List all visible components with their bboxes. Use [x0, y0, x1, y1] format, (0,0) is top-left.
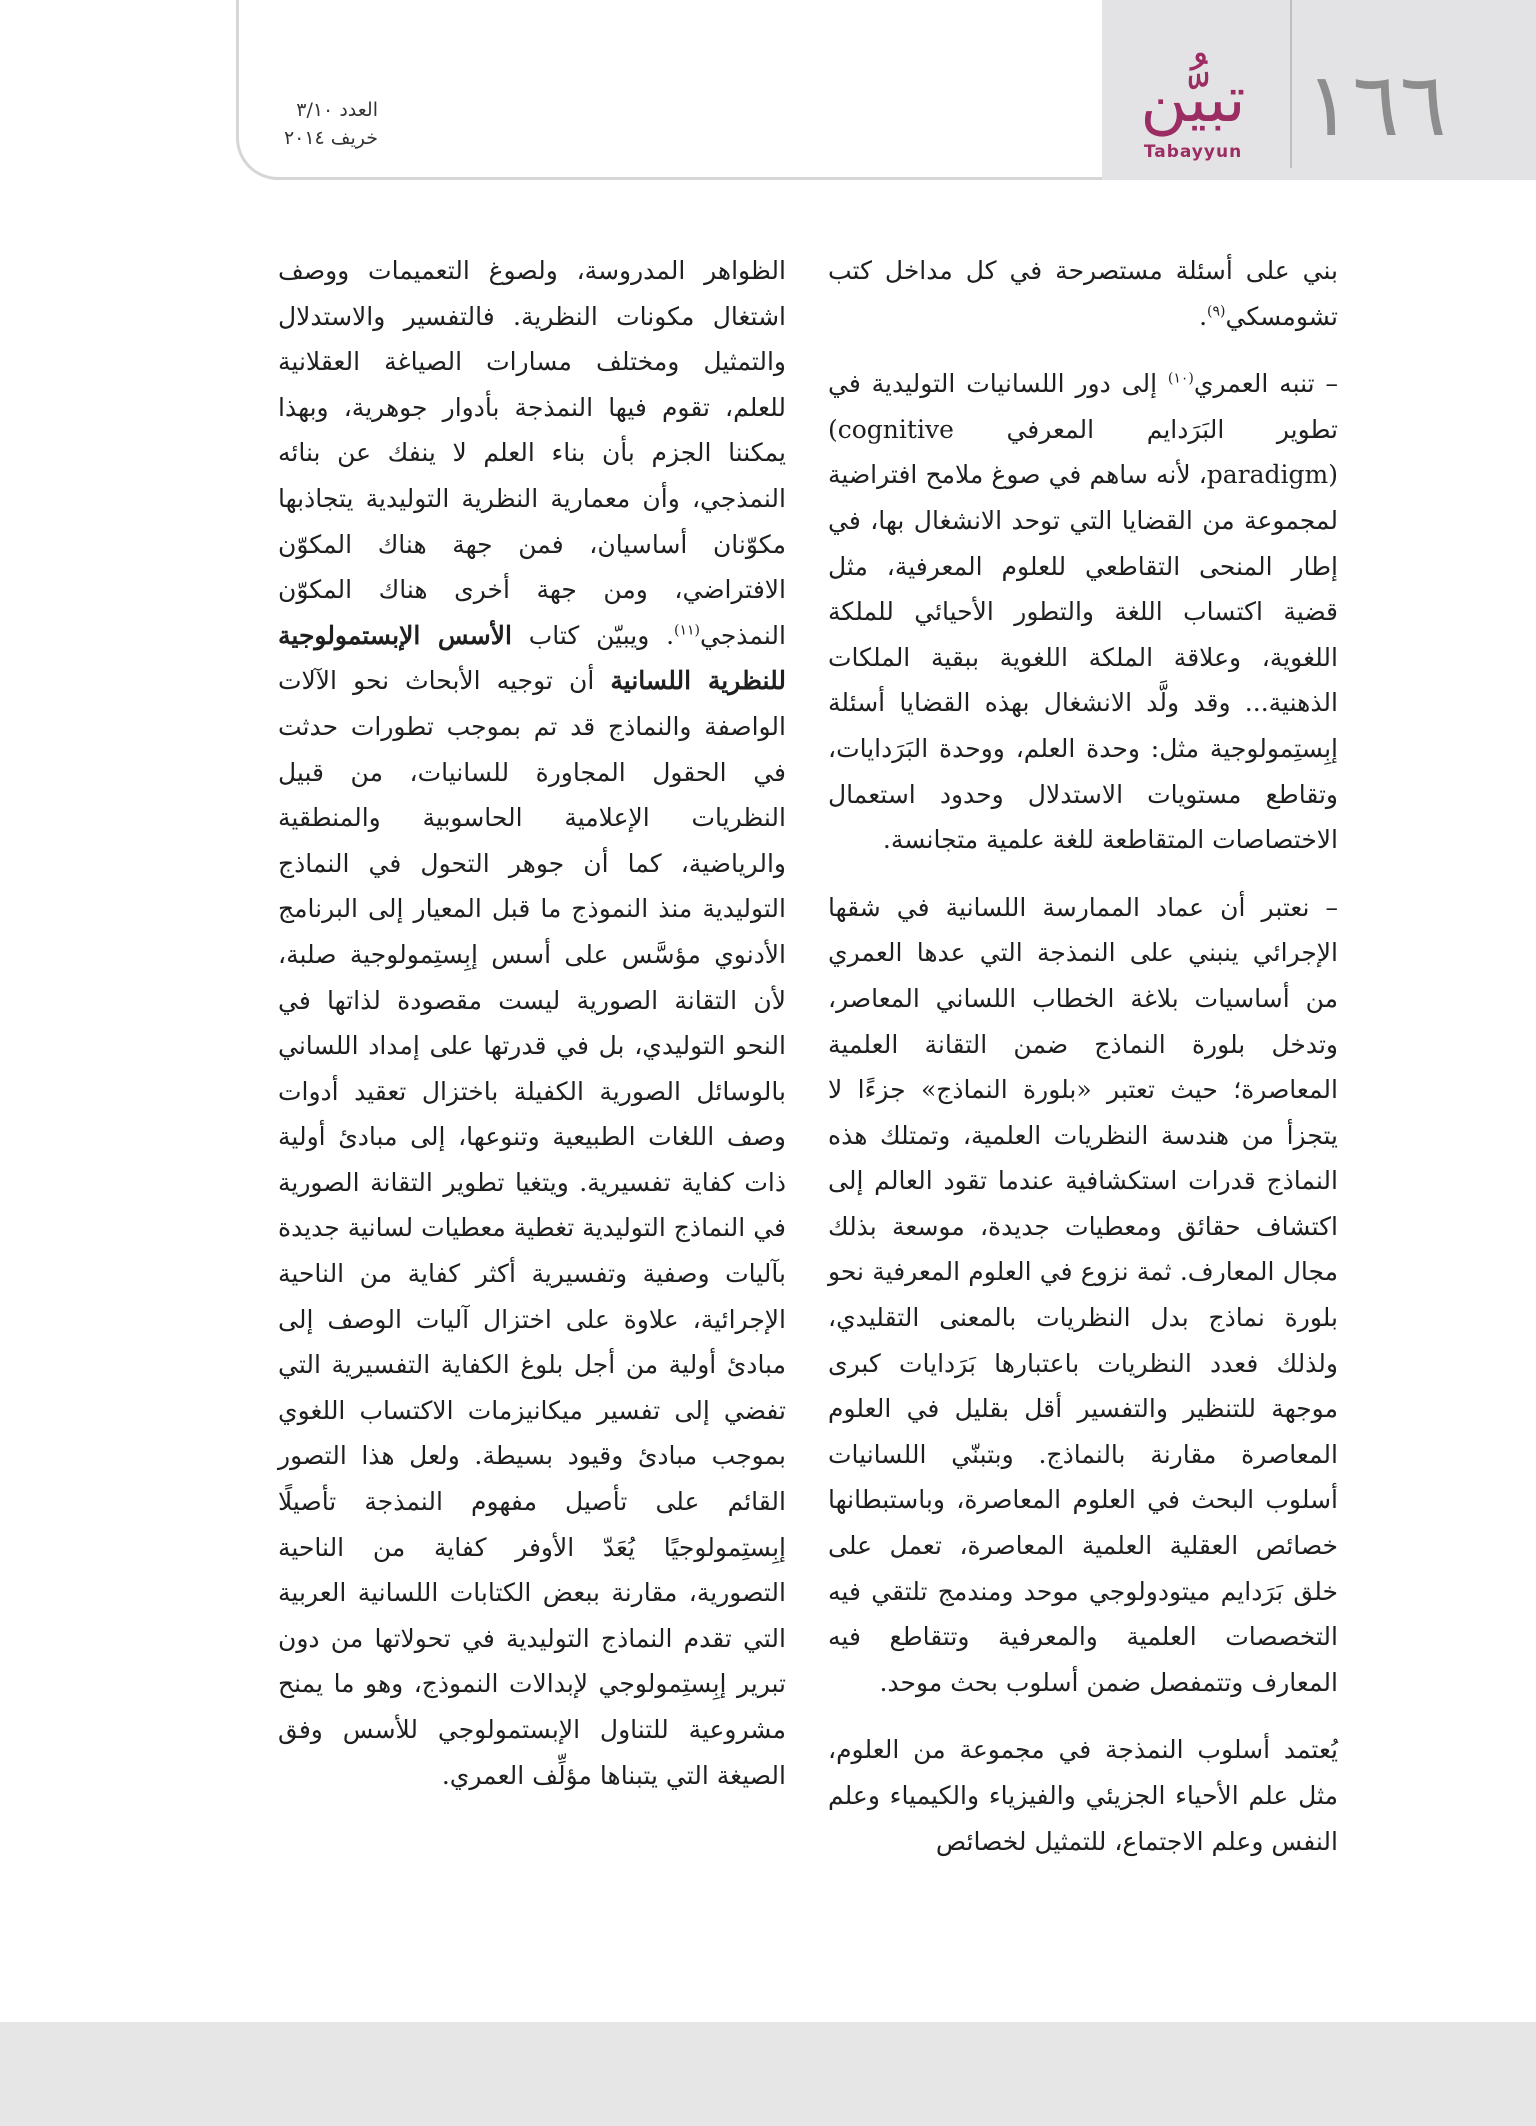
footnote-ref-10: (١٠) — [1167, 370, 1194, 387]
paragraph-5-text-a: الظواهر المدروسة، ولصوغ التعميمات ووصف اشتغال مكونات النظرية. فالتفسير والاستدلال والتمثيل ومختلف مسارات الصياغة العقلانية للعلم، تقوم فيها النمذجة بأدوار جوهرية، وبهذا يمكننا الجزم بأن بناء العلم لا ينفك عن بنائه النمذجي، وأن معمارية النظرية التوليدية يتجاذبها مكوّنان أساسيان، فمن جهة هناك المكوّن الافتراضي، ومن جهة أخرى هناك المكوّن النمذجي — [278, 256, 786, 650]
logo-latin: Tabayyun — [1143, 142, 1243, 162]
issue-number: العدد ٣/١٠ — [296, 99, 378, 121]
paragraph-2-start: – تنبه العمري — [1193, 369, 1338, 399]
paragraph-1-end: . — [1199, 301, 1208, 331]
paragraph-5-text-c: أن توجيه الأبحاث نحو الآلات الواصفة والنماذج قد تم بموجب تطورات حدثت في الحقول المجاورة للسانيات، من قبيل النظريات الإعلامية الحاسوبية والمنطقية والرياضية، كما أن جوهر التحول في النماذج التوليدية منذ النموذج ما قبل المعيار إلى البرنامج الأدنوي مؤسَّس على أسس إبِستِمولوجية صلبة، لأن التقانة الصورية ليست مقصودة لذاتها في النحو التوليدي، بل في قدرتها على إمداد اللساني بالوسائل الصورية الكفيلة باختزال تعقيد أدوات وصف اللغات الطبيعية وتنوعها، إلى مبادئ أولية ذات كفاية تفسيرية. ويتغيا تطوير التقانة الصورية في النماذج التوليدية تغطية معطيات لسانية جديدة بآليات وصفية وتفسيرية أكثر كفاية من الناحية الإجرائية، علاوة على اختزال آليات الوصف إلى مبادئ أولية من أجل بلوغ الكفاية التفسيرية التي تفضي إلى تفسير ميكانيزمات الاكتساب اللغوي بموجب مبادئ وقيود بسيطة. ولعل هذا التصور القائم على تأصيل مفهوم النمذجة تأصيلًا إبِستِمولوجيًا يُعَدّ الأوفر كفاية من الناحية التصورية، مقارنة ببعض الكتابات اللسانية العربية التي تقدم النماذج التوليدية في تحولاتها من دون تبرير إبِستِمولوجي لإبدالات النموذج، وهو ما يمنح مشروعية للتناول الإبستمولوجي للأسس وفق الصيغة التي يتبناها مؤلِّف العمري. — [278, 666, 786, 1790]
issue-info — [268, 96, 378, 152]
issue-season: خريف ٢٠١٤ — [283, 127, 378, 149]
book-title: الأسس الإبستمولوجية للنظرية اللسانية — [278, 620, 786, 696]
paragraph-5 — [278, 248, 786, 1798]
paragraph-2-end: ، لأنه ساهم في صوغ ملامح افتراضية لمجموعة من القضايا التي توحد الانشغال بها، في إطار المنحى التقاطعي للعلوم المعرفية، مثل قضية اكتساب اللغة والتطور الأحيائي للملكة اللغوية، وعلاقة الملكة اللغوية ببقية الملكات الذهنية... وقد ولَّد الانشغال بهذه القضايا أسئلة إبِستِمولوجية مثل: وحدة العلم، ووحدة البَرَدايات، وتقاطع مستويات الاستدلال وحدود استعمال الاختصاصات المتقاطعة للغة علمية متجانسة. — [828, 460, 1338, 855]
left-column — [278, 248, 786, 1798]
paragraph-1 — [828, 248, 1338, 339]
footer-band — [0, 2022, 1536, 2126]
paragraph-1-text: بني على أسئلة مستصرحة في كل مداخل كتب تشومسكي — [828, 256, 1338, 331]
footnote-ref-9: (٩) — [1207, 303, 1226, 320]
header-divider — [1290, 0, 1292, 168]
page-number: ١٦٦ — [1305, 53, 1447, 156]
paragraph-3: – نعتبر أن عماد الممارسة اللسانية في شقها الإجرائي ينبني على النمذجة التي عدها العمري من أساسيات بلاغة الخطاب اللساني المعاصر، وتدخل بلورة النماذج ضمن التقانة العلمية المعاصرة؛ حيث تعتبر «بلورة النماذج» جزءًا لا يتجزأ من هندسة النظريات العلمية، وتمتلك هذه النماذج قدرات استكشافية عندما تقود العالم إلى اكتشاف حقائق ومعطيات جديدة، موسعة بذلك مجال المعارف. ثمة نزوع في العلوم المعرفية نحو بلورة نماذج بدل النظريات بالمعنى التقليدي، ولذلك فعدد النظريات باعتبارها بَرَدايات كبرى موجهة للتنظير والتفسير أقل بقليل في العلوم المعاصرة مقارنة بالنماذج. وبتبنّي اللسانيات أسلوب البحث في العلوم المعاصرة، وباستبطانها خصائص العقلية العلمية المعاصرة، تعمل على خلق بَرَدايم ميتودولوجي موحد ومندمج تلتقي فيه التخصصات العلمية والمعرفية وتتقاطع فيه المعارف وتتمفصل ضمن أسلوب بحث موحد. — [828, 892, 1338, 1697]
paragraph-4: يُعتمد أسلوب النمذجة في مجموعة من العلوم، مثل علم الأحياء الجزيئي والفيزياء والكيمياء وعلم النفس وعلم الاجتماع، للتمثيل لخصائص — [828, 1735, 1338, 1856]
paragraph-2 — [828, 361, 1338, 863]
paragraph-2-latin-term: (cognitive paradigm) — [828, 414, 1338, 490]
right-column — [828, 248, 1338, 1864]
journal-logo — [1118, 60, 1268, 172]
paragraph-2-mid: إلى دور اللسانيات التوليدية في تطوير البَرَدايم المعرفي — [828, 369, 1338, 444]
logo-arabic: تبيُّن — [1140, 63, 1246, 137]
footnote-ref-11: (١١) — [674, 622, 701, 639]
paragraph-5-text-b: . ويبيّن كتاب — [511, 620, 675, 650]
